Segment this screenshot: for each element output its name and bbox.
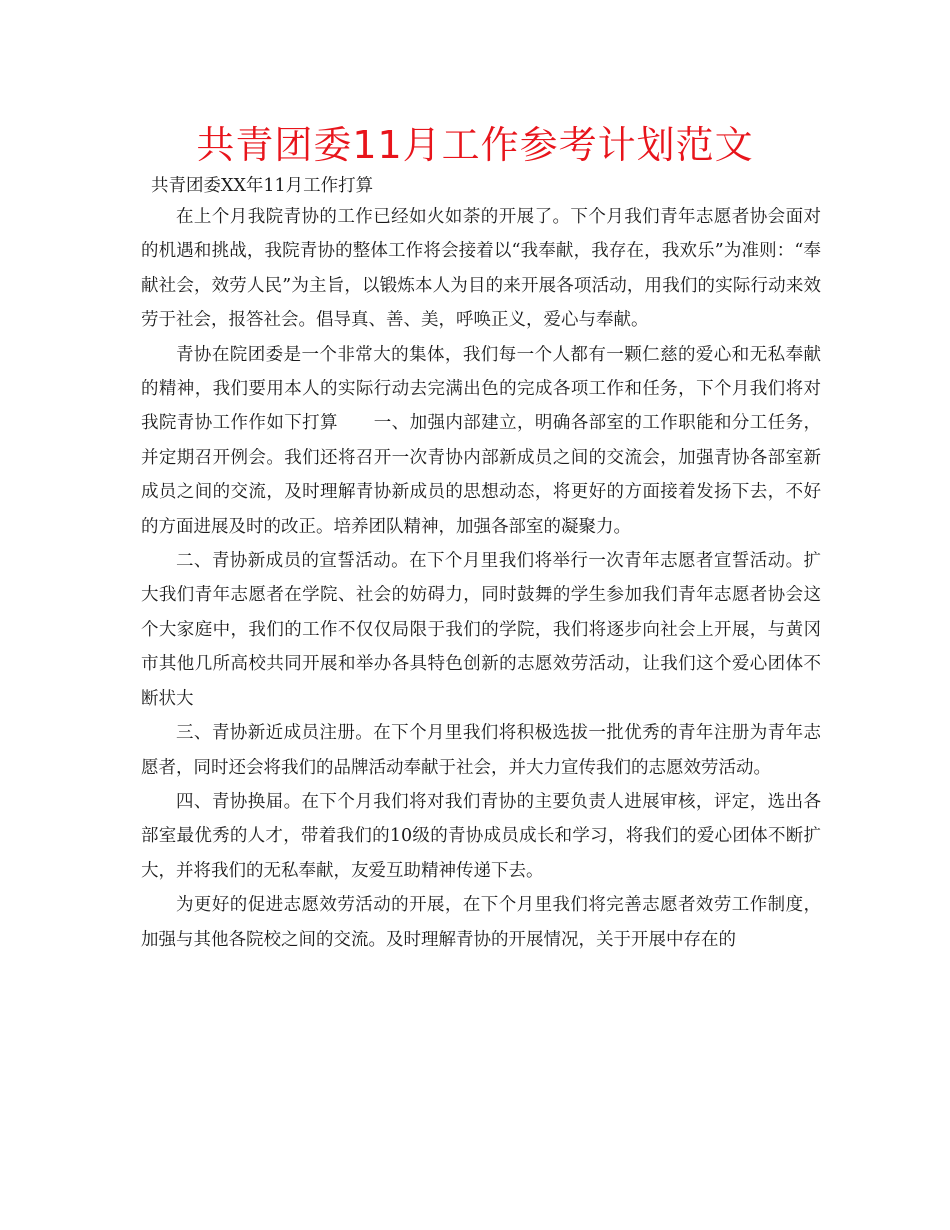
paragraph-5: 四、青协换届。在下个月我们将对我们青协的主要负责人进展审核，评定，选出各部室最优秀的人才，带着我们的10级的青协成员成长和学习，将我们的爱心团体不断扩大，并将我们的无私奉献，友爱互助精神传递下去。: [141, 791, 821, 881]
paragraph-2: 青协在院团委是一个非常大的集体，我们每一个人都有一颗仁慈的爱心和无私奉献的精神，我们要用本人的实际行动去完满出色的完成各项工作和任务，下个月我们将对我院青协工作作如下打算 一、加强内部建立，明确各部室的工作职能和分工任务，并定期召开例会。我们还将召开一次青协内部新成员之间的交流会，加强青协各部室新成员之间的交流，及时理解青协新成员的思想动态，将更好的方面接着发扬下去，不好的方面进展及时的改正。培养团队精神，加强各部室的凝聚力。: [141, 344, 821, 537]
document-subtitle: 共青团委XX年11月工作打算: [151, 176, 374, 196]
paragraph-6: 为更好的促进志愿效劳活动的开展，在下个月里我们将完善志愿者效劳工作制度，加强与其他各院校之间的交流。及时理解青协的开展情况，关于开展中存在的: [141, 895, 821, 950]
document-title: 共青团委11月工作参考计划范文: [196, 123, 754, 167]
document-body: [141, 172, 821, 957]
paragraph-3: 二、青协新成员的宣誓活动。在下个月里我们将举行一次青年志愿者宣誓活动。扩大我们青年志愿者在学院、社会的妨碍力，同时鼓舞的学生参加我们青年志愿者协会这个大家庭中，我们的工作不仅仅局限于我们的学院，我们将逐步向社会上开展，与黄冈市其他几所高校共同开展和举办各具特色创新的志愿效劳活动，让我们这个爱心团体不断状大: [141, 551, 821, 709]
paragraph-1: 在上个月我院青协的工作已经如火如荼的开展了。下个月我们青年志愿者协会面对的机遇和挑战，我院青协的整体工作将会接着以“我奉献，我存在，我欢乐”为准则：“奉献社会，效劳人民”为主旨，以锻炼本人为目的来开展各项活动，用我们的实际行动来效劳于社会，报答社会。倡导真、善、美，呼唤正义，爱心与奉献。: [141, 207, 821, 331]
paragraph-4: 三、青协新近成员注册。在下个月里我们将积极选拔一批优秀的青年注册为青年志愿者，同时还会将我们的品牌活动奉献于社会，并大力宣传我们的志愿效劳活动。: [141, 723, 821, 778]
